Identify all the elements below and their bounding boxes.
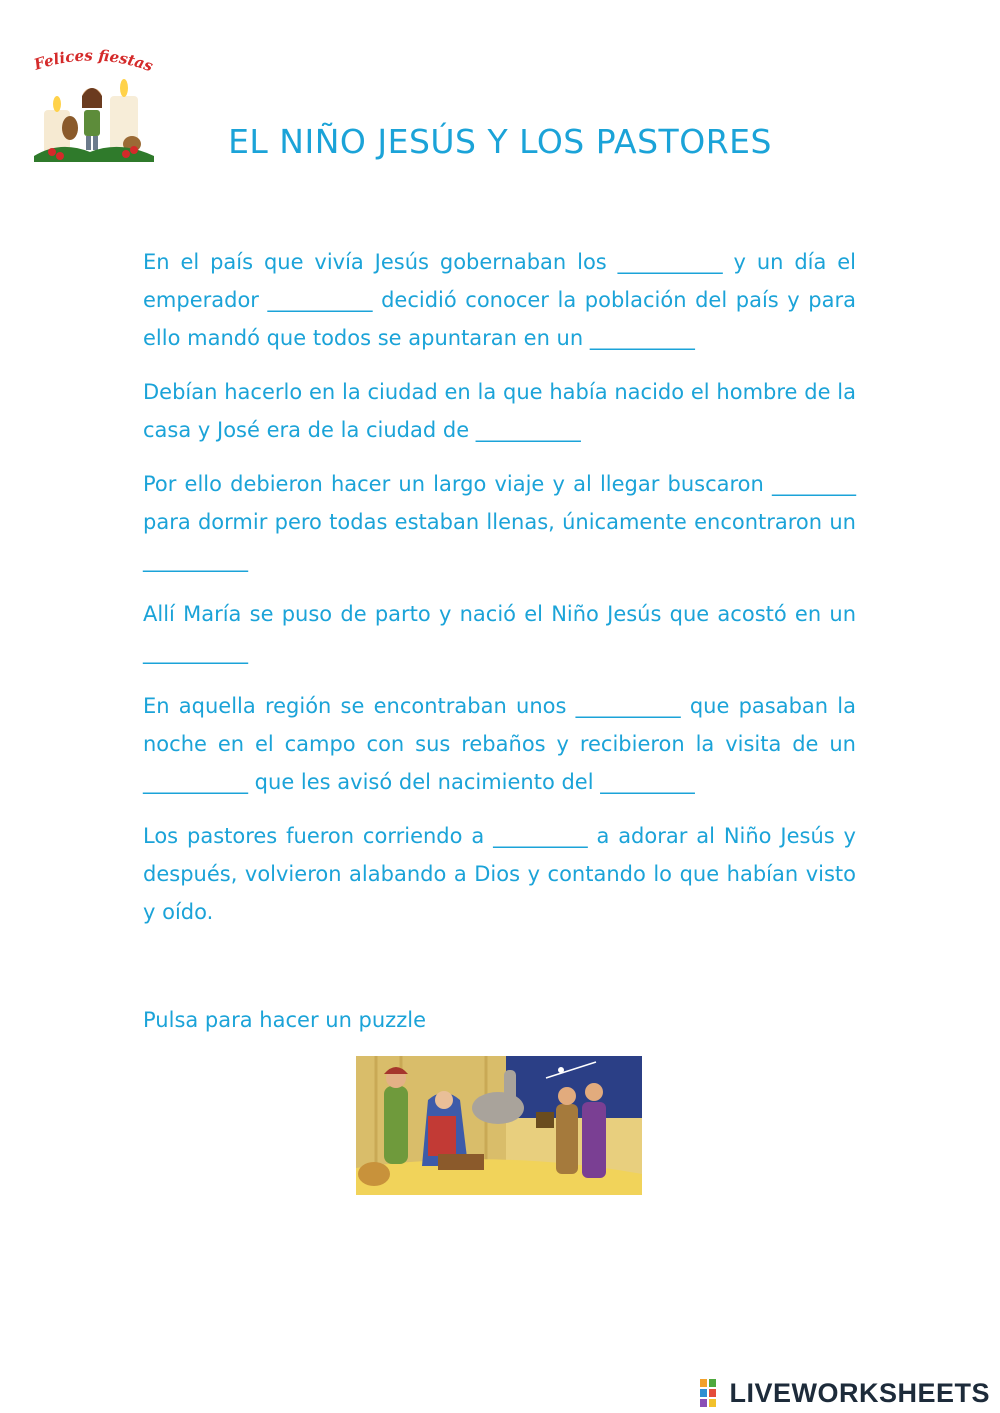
story-text <box>143 243 856 947</box>
story-paragraph: En el país que vivía Jesús gobernaban los __________ y un día el emperador __________ decidió conocer la población del país y para ello mandó que todos se apuntaran en un __________ <box>143 250 856 350</box>
puzzle-link[interactable]: Pulsa para hacer un puzzle <box>143 1008 426 1032</box>
story-paragraph: Los pastores fueron corriendo a _________ a adorar al Niño Jesús y después, volvieron alabando a Dios y contando lo que habían visto y oído. <box>143 824 856 924</box>
story-paragraph: En aquella región se encontraban unos __________ que pasaban la noche en el campo con sus rebaños y recibieron la visita de un __________ que les avisó del nacimiento del _________ <box>143 694 856 794</box>
page-title: EL NIÑO JESÚS Y LOS PASTORES <box>228 122 772 161</box>
story-paragraph: Por ello debieron hacer un largo viaje y al llegar buscaron ________ para dormir pero todas estaban llenas, únicamente encontraron un __________ <box>143 472 856 572</box>
story-paragraph: Allí María se puso de parto y nació el Niño Jesús que acostó en un __________ <box>143 602 856 664</box>
liveworksheets-brand <box>700 1378 990 1408</box>
story-paragraph: Debían hacerlo en la ciudad en la que había nacido el hombre de la casa y José era de la ciudad de __________ <box>143 380 856 442</box>
logo-text: Felices fiestas <box>31 48 156 76</box>
nativity-scene-image[interactable] <box>356 1056 642 1195</box>
liveworksheets-logo-icon <box>700 1379 726 1407</box>
nativity-illustration <box>356 1056 642 1195</box>
svg-text:Felices fiestas <box>31 48 156 75</box>
brand-name: LIVEWORKSHEETS <box>729 1377 990 1408</box>
